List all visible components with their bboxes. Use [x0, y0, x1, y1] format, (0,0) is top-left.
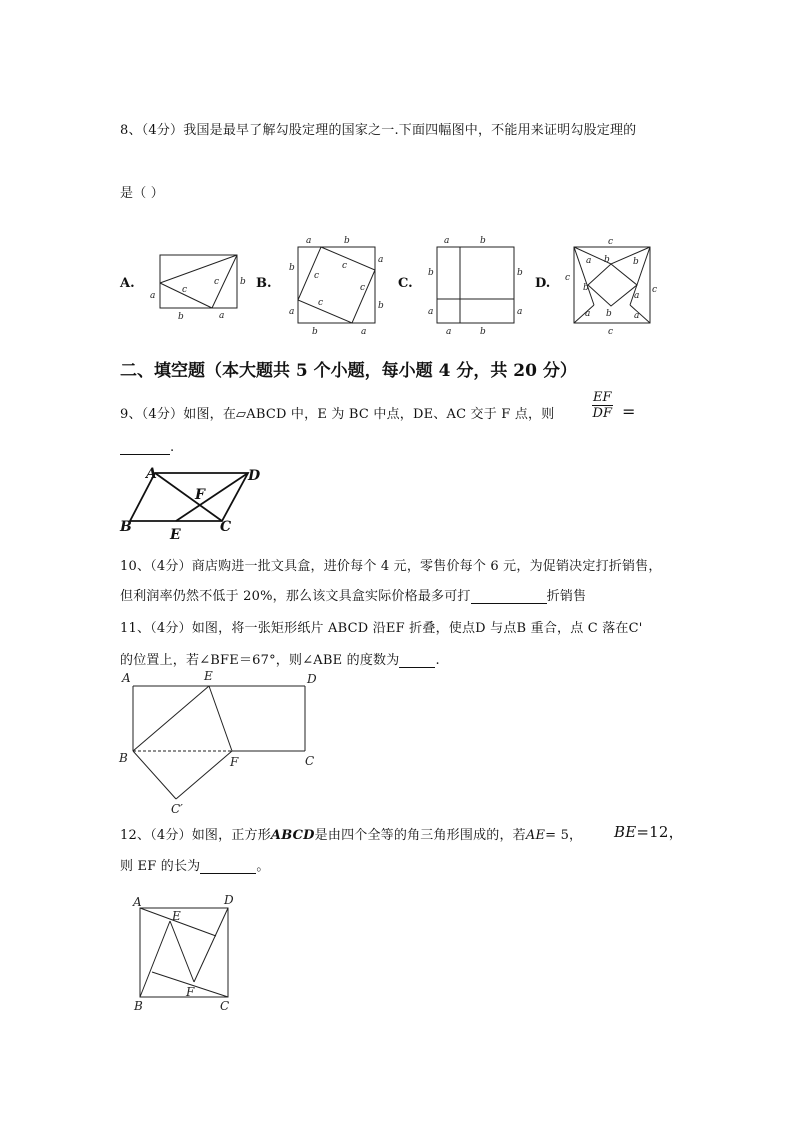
fig-d-label-c2: c [565, 273, 571, 283]
q12-ae-val: = 5， [545, 828, 583, 843]
q11-point-d: D [307, 672, 317, 686]
fig-c-label-a1: a [444, 236, 450, 246]
q11-text-end: . [435, 653, 440, 668]
q12-point-d: D [224, 893, 234, 907]
q9-point-b: B [120, 519, 132, 535]
q11-point-e: E [204, 669, 213, 683]
q12-be: BE [614, 823, 637, 841]
fig-d-label-a4: a [634, 311, 640, 321]
fig-c-label-a3: a [517, 307, 523, 317]
fig-c-label-b2: b [428, 268, 434, 278]
fig-a-label-c2: c [214, 277, 220, 287]
q8-option-d: D. [535, 276, 551, 291]
parallelogram-icon: ▱ [236, 407, 247, 422]
fig-a-label-a1: a [150, 291, 156, 301]
fig-c-label-b4: b [480, 327, 486, 337]
fig-c-label-a4: a [446, 327, 452, 337]
q9-equals: = [622, 402, 636, 421]
fig-b-label-b2: b [289, 263, 295, 273]
fig-d-label-a1: a [586, 256, 592, 266]
q8-option-c: C. [398, 276, 413, 291]
q8-line1: 8、（4分）我国是最早了解勾股定理的国家之一.下面四幅图中，不能用来证明勾股定理的 [120, 123, 637, 138]
q9-frac-den: DF [592, 406, 612, 421]
q9-point-a: A [146, 466, 157, 482]
q9-text2: ABCD 中，E 为 BC 中点，DE、AC 交于 F 点，则 [246, 407, 555, 422]
q11-point-c: C [305, 754, 315, 768]
fig-b-label-a4: a [361, 327, 367, 337]
q12-be-val: =12 [636, 823, 669, 841]
q12-ae: AE [525, 828, 546, 843]
q8-option-a: A. [120, 276, 135, 291]
fig-d-label-a2: a [634, 291, 640, 301]
q11-point-c-prime: C′ [171, 802, 183, 816]
fig-b-label-c1: c [342, 261, 348, 271]
q12-text3: 则 EF 的长为 [120, 859, 201, 874]
fig-d-label-c1: c [608, 237, 614, 247]
fig-b-label-a1: a [306, 236, 312, 246]
fig-d-label-c4: c [608, 327, 614, 337]
q12-point-a: A [133, 895, 142, 909]
q11-line1: 11、（4分）如图，将一张矩形纸片 ABCD 沿EF 折叠，使点D 与点B 重合，点 C 落在C' [120, 621, 643, 636]
q9-text: 9、（4分）如图，在 [120, 407, 237, 422]
q8-line2: 是（ ） [120, 186, 164, 201]
q12-point-b: B [134, 999, 143, 1013]
q12-comma: ， [668, 823, 684, 841]
q12-point-e: E [172, 909, 181, 923]
q11-point-b: B [119, 751, 128, 765]
fig-c-label-b1: b [480, 236, 486, 246]
fig-b-label-a3: a [289, 307, 295, 317]
fig-b-label-b1: b [344, 236, 350, 246]
fig-d-label-b1: b [604, 255, 610, 265]
fig-d-label-c3: c [652, 285, 658, 295]
fig-b-label-b3: b [378, 301, 384, 311]
q10-line1: 10、（4分）商店购进一批文具盒，进价每个 4 元，零售价每个 6 元，为促销决定打折销售， [120, 559, 662, 574]
q11-point-f: F [230, 755, 239, 769]
fig-d-label-b4: b [606, 309, 612, 319]
fig-d-label-b3: b [583, 283, 589, 293]
fig-a-label-c1: c [182, 285, 188, 295]
fig-a-label-b2: b [240, 277, 246, 287]
q12-point-c: C [220, 999, 230, 1013]
q9-point-e: E [170, 527, 181, 543]
fig-b-label-b4: b [312, 327, 318, 337]
fig-a-label-a2: a [219, 311, 225, 321]
q9-point-c: C [220, 519, 232, 535]
q11-text: 的位置上，若∠BFE＝67°，则∠ABE 的度数为 [120, 653, 400, 668]
fig-b-label-c2: c [314, 271, 320, 281]
q12-point-f: F [186, 985, 195, 999]
q9-point-f: F [195, 487, 205, 503]
fig-c-label-a2: a [428, 307, 434, 317]
q10-text: 但利润率仍然不低于 20%，那么该文具盒实际价格最多可打 [120, 589, 471, 604]
fig-d-label-a3: a [585, 309, 591, 319]
q12-text: 12、（4分）如图，正方形 [120, 828, 271, 843]
q12-abcd: ABCD [270, 828, 315, 843]
q8-option-b: B. [256, 276, 272, 291]
q9-end: . [170, 440, 175, 455]
fig-a-label-b1: b [178, 312, 184, 322]
q9-point-d: D [248, 468, 261, 484]
fig-c-label-b3: b [517, 268, 523, 278]
q11-point-a: A [122, 671, 131, 685]
fig-b-label-c4: c [318, 298, 324, 308]
q10-text-end: 折销售 [546, 589, 587, 604]
fig-b-label-c3: c [360, 283, 366, 293]
section-title: 二、填空题（本大题共 5 个小题，每小题 4 分，共 20 分） [120, 361, 577, 381]
q12-text-end: 。 [256, 859, 270, 874]
q9-frac-num: EF [593, 390, 612, 405]
q12-text2: 是由四个全等的角三角形围成的，若 [314, 828, 526, 843]
fig-b-label-a2: a [378, 255, 384, 265]
fig-d-label-b2: b [633, 257, 639, 267]
